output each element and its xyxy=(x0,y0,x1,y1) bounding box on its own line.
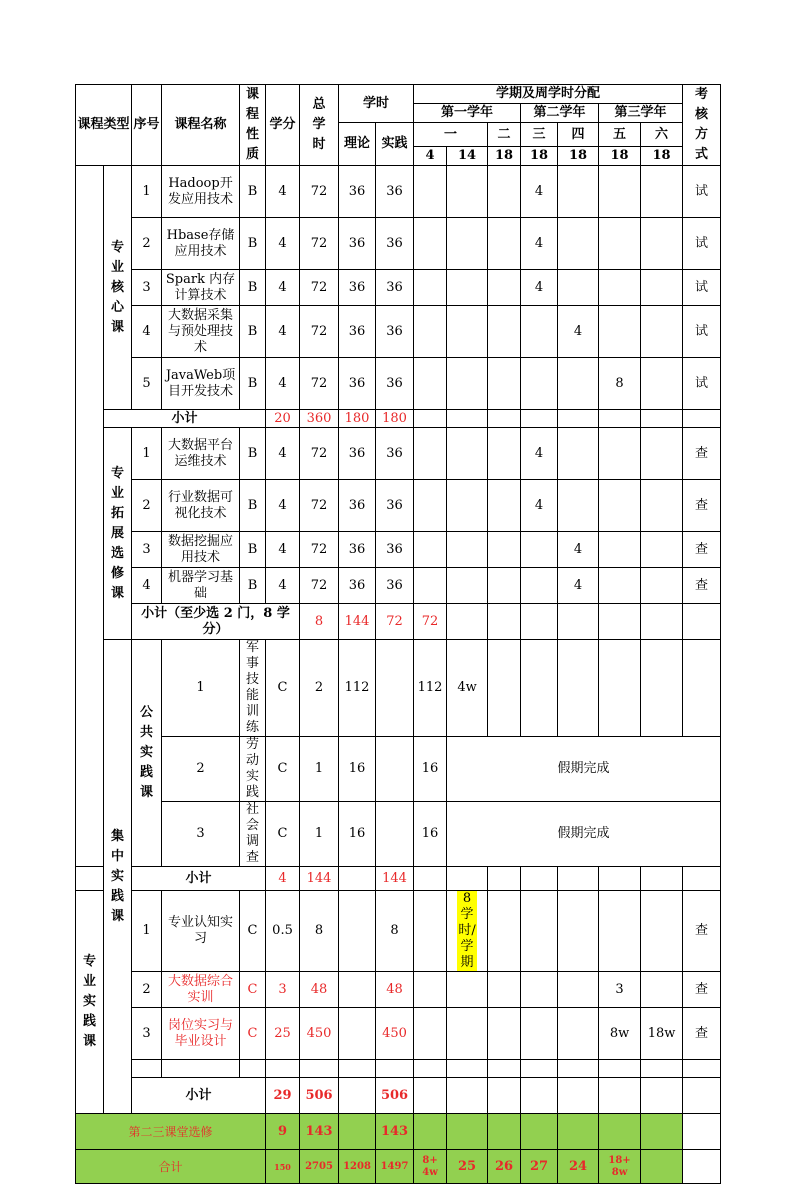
credit-cell: 2 xyxy=(300,640,339,737)
semester-cell: 4 xyxy=(558,532,599,568)
nature-cell: C xyxy=(240,972,266,1008)
practice-cell: 16 xyxy=(414,737,447,802)
seq-cell: 2 xyxy=(132,218,162,270)
subtotal-practice: 144 xyxy=(376,867,414,891)
semester-cell: 18w xyxy=(641,1008,683,1060)
credit-cell: 4 xyxy=(266,218,300,270)
exam-cell: 查 xyxy=(683,428,721,480)
table-row xyxy=(76,270,721,306)
second-class-credit: 9 xyxy=(266,1114,300,1150)
header-weeks: 18 xyxy=(599,147,641,166)
exam-cell: 试 xyxy=(683,270,721,306)
total-cell: 72 xyxy=(300,532,339,568)
credit-cell: 3 xyxy=(266,972,300,1008)
practice-cell: 8 xyxy=(376,891,414,972)
theory-cell: 36 xyxy=(339,568,376,604)
seq-cell: 3 xyxy=(162,802,240,867)
theory-cell: 36 xyxy=(339,428,376,480)
table-row xyxy=(76,640,721,737)
category-elective: 专业拓展选修课 xyxy=(104,428,132,640)
total-cell: 48 xyxy=(300,972,339,1008)
header-year-1: 第一学年 xyxy=(414,104,521,123)
subtotal-row xyxy=(76,604,721,640)
total-cell: 8 xyxy=(300,891,339,972)
exam-cell: 试 xyxy=(683,166,721,218)
header-sem-1: 一 xyxy=(414,123,488,147)
subtotal-label: 小计 xyxy=(132,867,266,891)
seq-cell: 2 xyxy=(162,737,240,802)
header-weeks: 18 xyxy=(558,147,599,166)
theory-cell: 36 xyxy=(339,306,376,358)
table-row xyxy=(76,218,721,270)
course-name: 社会调查 xyxy=(240,802,266,867)
total-week: 25 xyxy=(447,1150,488,1184)
credit-cell: 4 xyxy=(266,358,300,410)
table-row xyxy=(76,166,721,218)
practice-cell: 16 xyxy=(414,802,447,867)
seq-cell: 1 xyxy=(162,640,240,737)
subtotal-total: 506 xyxy=(300,1078,339,1114)
table-row xyxy=(76,358,721,410)
total-cell: 72 xyxy=(300,358,339,410)
semester-cell: 8w xyxy=(599,1008,641,1060)
header-theory: 理论 xyxy=(339,123,376,166)
total-cell: 16 xyxy=(339,737,376,802)
nature-cell: C xyxy=(240,1008,266,1060)
semester-cell: 3 xyxy=(599,972,641,1008)
practice-cell: 36 xyxy=(376,568,414,604)
seq-cell: 2 xyxy=(132,972,162,1008)
course-name: 数据挖掘应用技术 xyxy=(162,532,240,568)
practice-cell: 36 xyxy=(376,480,414,532)
second-class-label: 第二三课堂选修 xyxy=(76,1114,266,1150)
total-theory: 1208 xyxy=(339,1150,376,1184)
practice-cell: 36 xyxy=(376,270,414,306)
header-weeks: 18 xyxy=(641,147,683,166)
header-weeks: 14 xyxy=(447,147,488,166)
credit-cell: 1 xyxy=(300,802,339,867)
header-sem-2: 二 xyxy=(488,123,521,147)
total-cell: 450 xyxy=(300,1008,339,1060)
semester-cell: 4 xyxy=(521,218,558,270)
subtotal-credit: 4 xyxy=(266,867,300,891)
seq-cell: 3 xyxy=(132,532,162,568)
semester-cell: 8 xyxy=(599,358,641,410)
exam-cell: 查 xyxy=(683,480,721,532)
subtotal-label: 小计 xyxy=(104,410,266,428)
semester-cell: 4w xyxy=(447,640,488,737)
seq-cell: 3 xyxy=(132,1008,162,1060)
exam-cell: 查 xyxy=(683,891,721,972)
header-exam: 考核方式 xyxy=(683,85,721,166)
practice-cell: 36 xyxy=(376,166,414,218)
table-row xyxy=(76,306,721,358)
subtotal-label: 小计（至少选 2 门，8 学分） xyxy=(132,604,300,640)
header-schedule: 学期及周学时分配 xyxy=(414,85,683,104)
table-row xyxy=(76,428,721,480)
total-cell: 16 xyxy=(339,802,376,867)
subtotal-theory: 180 xyxy=(339,410,376,428)
total-credit: 150 xyxy=(266,1150,300,1184)
exam-cell: 查 xyxy=(683,532,721,568)
course-name: 大数据综合实训 xyxy=(162,972,240,1008)
semester-cell xyxy=(447,891,488,972)
header-weeks: 4 xyxy=(414,147,447,166)
semester-cell: 4 xyxy=(558,568,599,604)
course-name: JavaWeb项目开发技术 xyxy=(162,358,240,410)
total-cell: 72 xyxy=(300,306,339,358)
nature-cell: B xyxy=(240,358,266,410)
practice-cell: 112 xyxy=(414,640,447,737)
total-hours: 2705 xyxy=(300,1150,339,1184)
table-row xyxy=(76,532,721,568)
table-row xyxy=(76,568,721,604)
table-row xyxy=(76,891,721,972)
semester-cell: 4 xyxy=(521,428,558,480)
exam-cell: 查 xyxy=(683,1008,721,1060)
course-name: 劳动实践 xyxy=(240,737,266,802)
course-name: 专业认知实习 xyxy=(162,891,240,972)
category-core: 专业核心课 xyxy=(104,166,132,410)
credit-cell: 0.5 xyxy=(266,891,300,972)
course-name: 行业数据可视化技术 xyxy=(162,480,240,532)
nature-cell: B xyxy=(240,218,266,270)
subtotal-row xyxy=(76,1078,721,1114)
total-week: 18+8w xyxy=(599,1150,641,1184)
practice-cell: 36 xyxy=(376,306,414,358)
nature-cell: B xyxy=(240,166,266,218)
subtotal-credit: 8 xyxy=(300,604,339,640)
exam-cell: 试 xyxy=(683,218,721,270)
subtotal-total: 360 xyxy=(300,410,339,428)
second-class-row xyxy=(76,1114,721,1150)
credit-cell: 4 xyxy=(266,568,300,604)
header-seq: 序号 xyxy=(132,85,162,166)
nature-cell: B xyxy=(240,532,266,568)
total-cell: 72 xyxy=(300,218,339,270)
credit-cell: 1 xyxy=(300,737,339,802)
course-name: 大数据采集与预处理技术 xyxy=(162,306,240,358)
category-practice: 集中实践课 xyxy=(104,640,132,1114)
subtotal-theory: 72 xyxy=(376,604,414,640)
header-practice: 实践 xyxy=(376,123,414,166)
practice-cell: 36 xyxy=(376,428,414,480)
practice-cell: 450 xyxy=(376,1008,414,1060)
header-year-3: 第三学年 xyxy=(599,104,683,123)
header-year-2: 第二学年 xyxy=(521,104,599,123)
subtotal-practice: 180 xyxy=(376,410,414,428)
empty-row xyxy=(76,1060,721,1078)
header-weeks: 18 xyxy=(488,147,521,166)
nature-cell: C xyxy=(240,891,266,972)
highlight-note: 8学时/学期 xyxy=(458,891,476,970)
semester-cell: 4 xyxy=(558,306,599,358)
course-name: 岗位实习与毕业设计 xyxy=(162,1008,240,1060)
total-cell: 72 xyxy=(300,480,339,532)
total-cell: 72 xyxy=(300,166,339,218)
credit-cell: 4 xyxy=(266,166,300,218)
semester-cell: 4 xyxy=(521,270,558,306)
course-name: Hadoop开发应用技术 xyxy=(162,166,240,218)
table-row xyxy=(76,480,721,532)
header-course-type: 课程类型 xyxy=(76,85,132,166)
nature-cell: B xyxy=(240,428,266,480)
second-class-practice: 143 xyxy=(376,1114,414,1150)
seq-cell: 1 xyxy=(132,166,162,218)
header-weeks: 18 xyxy=(521,147,558,166)
nature-cell: B xyxy=(240,306,266,358)
credit-cell: 4 xyxy=(266,428,300,480)
total-week: 8+4w xyxy=(414,1150,447,1184)
exam-cell: 试 xyxy=(683,306,721,358)
header-sem-5: 五 xyxy=(599,123,641,147)
seq-cell: 3 xyxy=(132,270,162,306)
curriculum-table xyxy=(75,84,720,1184)
subtotal-label: 小计 xyxy=(132,1078,266,1114)
exam-cell: 查 xyxy=(683,568,721,604)
course-name: 大数据平台运维技术 xyxy=(162,428,240,480)
course-name: Spark 内存计算技术 xyxy=(162,270,240,306)
nature-cell: B xyxy=(240,480,266,532)
credit-cell: 4 xyxy=(266,532,300,568)
theory-cell: 36 xyxy=(339,166,376,218)
credit-cell: 4 xyxy=(266,306,300,358)
empty-cell xyxy=(76,166,104,867)
theory-cell: 36 xyxy=(339,218,376,270)
seq-cell: 1 xyxy=(132,428,162,480)
header-credit: 学分 xyxy=(266,85,300,166)
subtotal-total: 144 xyxy=(339,604,376,640)
credit-cell: 4 xyxy=(266,270,300,306)
nature-cell: C xyxy=(266,737,300,802)
table-row xyxy=(76,802,721,867)
table-row xyxy=(76,972,721,1008)
header-total-hours: 总学时 xyxy=(300,85,339,166)
nature-cell: C xyxy=(266,802,300,867)
vacation-note: 假期完成 xyxy=(447,737,721,802)
header-sem-4: 四 xyxy=(558,123,599,147)
nature-cell: C xyxy=(266,640,300,737)
course-name: 机器学习基础 xyxy=(162,568,240,604)
total-row xyxy=(76,1150,721,1184)
header-course-name: 课程名称 xyxy=(162,85,240,166)
total-cell: 112 xyxy=(339,640,376,737)
practice-cell: 48 xyxy=(376,972,414,1008)
theory-cell: 36 xyxy=(339,480,376,532)
course-name: 军事技能训练 xyxy=(240,640,266,737)
subtotal-row xyxy=(76,410,721,428)
header-hours: 学时 xyxy=(339,85,414,123)
total-cell: 72 xyxy=(300,568,339,604)
seq-cell: 4 xyxy=(132,306,162,358)
total-label: 合计 xyxy=(76,1150,266,1184)
total-week: 24 xyxy=(558,1150,599,1184)
subtotal-practice: 72 xyxy=(414,604,447,640)
second-class-total: 143 xyxy=(300,1114,339,1150)
subtotal-row xyxy=(76,867,721,891)
subtotal-credit: 20 xyxy=(266,410,300,428)
total-week: 26 xyxy=(488,1150,521,1184)
nature-cell: B xyxy=(240,270,266,306)
total-cell: 72 xyxy=(300,428,339,480)
practice-cell: 36 xyxy=(376,532,414,568)
credit-cell: 25 xyxy=(266,1008,300,1060)
table-row xyxy=(76,1008,721,1060)
semester-cell: 4 xyxy=(521,480,558,532)
seq-cell: 2 xyxy=(132,480,162,532)
exam-cell: 查 xyxy=(683,972,721,1008)
nature-cell: B xyxy=(240,568,266,604)
header-sem-6: 六 xyxy=(641,123,683,147)
practice-cell: 36 xyxy=(376,358,414,410)
header-sem-3: 三 xyxy=(521,123,558,147)
subtotal-total: 144 xyxy=(300,867,339,891)
total-week: 27 xyxy=(521,1150,558,1184)
header-nature: 课程性质 xyxy=(240,85,266,166)
category-public-practice: 公共实践课 xyxy=(132,640,162,867)
total-cell: 72 xyxy=(300,270,339,306)
table-row xyxy=(76,737,721,802)
practice-cell: 36 xyxy=(376,218,414,270)
vacation-note: 假期完成 xyxy=(447,802,721,867)
credit-cell: 4 xyxy=(266,480,300,532)
theory-cell: 36 xyxy=(339,358,376,410)
course-name: Hbase存储应用技术 xyxy=(162,218,240,270)
total-practice: 1497 xyxy=(376,1150,414,1184)
theory-cell: 36 xyxy=(339,270,376,306)
theory-cell: 36 xyxy=(339,532,376,568)
seq-cell: 1 xyxy=(132,891,162,972)
seq-cell: 4 xyxy=(132,568,162,604)
exam-cell: 试 xyxy=(683,358,721,410)
semester-cell: 4 xyxy=(521,166,558,218)
subtotal-credit: 29 xyxy=(266,1078,300,1114)
category-professional-practice: 专业实践课 xyxy=(76,891,104,1114)
seq-cell: 5 xyxy=(132,358,162,410)
subtotal-practice: 506 xyxy=(376,1078,414,1114)
